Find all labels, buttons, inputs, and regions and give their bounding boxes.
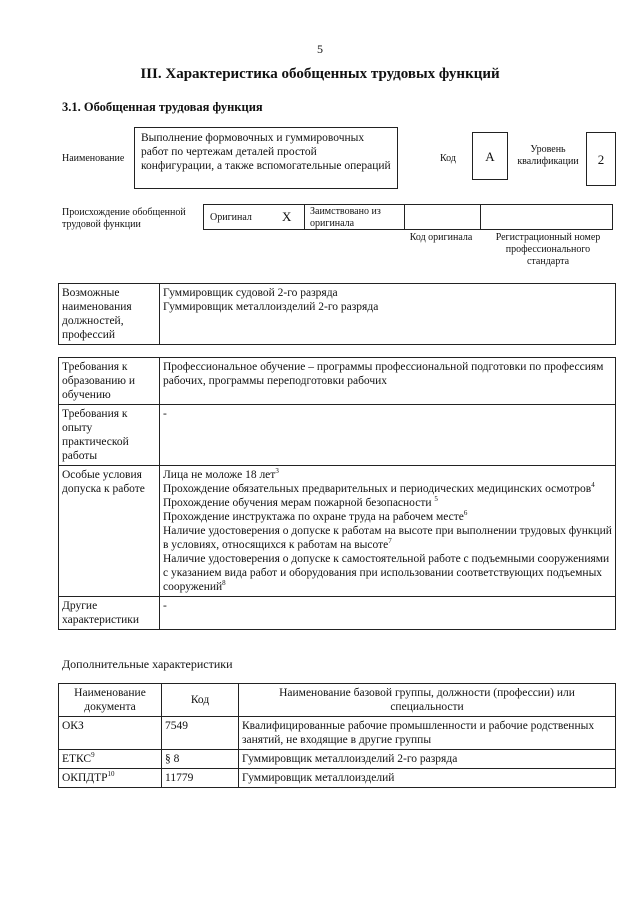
requirement-row: [59, 466, 616, 597]
additional-title: Дополнительные характеристики: [62, 657, 233, 671]
name-cell: Гуммировщик металлоизделий 2-го разряда: [239, 750, 616, 769]
requirements-table: [58, 357, 616, 630]
origin-label: Происхождение обобщенной трудовой функции: [62, 207, 186, 230]
level-value-box: [586, 132, 616, 186]
level-value: 2: [597, 152, 605, 167]
doc-cell: ЕТКС$^9$: [59, 750, 162, 769]
code-cell: § 8: [162, 750, 239, 769]
additional-table: [58, 683, 616, 788]
borrowed-label: Заимствовано из оригинала: [310, 206, 381, 229]
code-value-box: [472, 132, 508, 180]
requirement-line: Прохождение обязательных предварительных и периодических медицинских осмотров$^4$: [163, 481, 595, 495]
requirement-line: -: [163, 408, 167, 420]
requirement-label: Требования к опыту практической работы: [59, 405, 160, 466]
requirement-label: Требования к образованию и обучению: [59, 358, 160, 405]
name-cell: Гуммировщик металлоизделий: [239, 769, 616, 788]
requirement-row: [59, 597, 616, 630]
function-name-value: Выполнение формовочных и гуммировочных работ по чертежам деталей простой конфигурации, а также вспомогательные операций: [141, 132, 391, 172]
position-line: Гуммировщик судовой 2-го разряда: [163, 287, 338, 299]
original-label: Оригинал: [210, 212, 252, 223]
requirement-row: [59, 405, 616, 466]
requirement-row: [59, 358, 616, 405]
positions-label: Возможные наименования должностей, профессий: [59, 284, 160, 345]
code-cell: 11779: [162, 769, 239, 788]
requirement-line: Профессиональное обучение – программы профессиональной подготовки по профессиям рабочих, программы переподготовки рабочих: [163, 361, 604, 387]
requirement-label: Особые условия допуска к работе: [59, 466, 160, 597]
requirement-line: Прохождение инструктажа по охране труда на рабочем месте$^6$: [163, 509, 468, 523]
code-cell: 7549: [162, 717, 239, 750]
doc-cell: ОКЗ: [59, 717, 162, 750]
origin-row: [203, 204, 613, 230]
column-header: Наименование базовой группы, должности (профессии) или специальности: [239, 684, 616, 717]
level-label: Уровень квалификации: [517, 144, 579, 167]
table-row: [59, 769, 616, 788]
requirement-label: Другие характеристики: [59, 597, 160, 630]
name-label: Наименование: [62, 153, 125, 164]
requirement-line: -: [163, 600, 167, 612]
table-row: [59, 717, 616, 750]
code-original-caption: Код оригинала: [409, 232, 473, 243]
code-label: Код: [440, 153, 456, 164]
requirement-line: Наличие удостоверения о допуске к работам на высоте при выполнении трудовых функций в условиях, относящихся к работам на высоте$^7$: [163, 525, 612, 551]
requirement-line: Лица не моложе 18 лет$^3$: [163, 467, 279, 481]
position-line: Гуммировщик металлоизделий 2-го разряда: [163, 301, 379, 313]
positions-table: [58, 283, 616, 345]
requirement-line: Наличие удостоверения о допуске к самостоятельной работе с подъемными сооружениями с указанием вида работ и оборудования при использовании соответствующих подъемных сооружений$^8$: [163, 553, 610, 593]
section-title: III. Характеристика обобщенных трудовых функций: [140, 66, 500, 82]
doc-cell: ОКПДТР$^{10}$: [59, 769, 162, 788]
reg-number-caption: Регистрационный номер профессионального стандарта: [495, 232, 601, 267]
subsection-title: 3.1. Обобщенная трудовая функция: [62, 100, 263, 114]
code-value: A: [485, 149, 495, 164]
column-header: Код: [162, 684, 239, 717]
page-number: 5: [317, 42, 323, 56]
original-mark: X: [282, 209, 292, 224]
name-cell: Квалифицированные рабочие промышленности и рабочие родственных занятий, не входящие в другие группы: [239, 717, 616, 750]
requirement-line: Прохождение обучения мерам пожарной безопасности $^5$: [163, 495, 438, 509]
additional-header-row: [59, 684, 616, 717]
table-row: [59, 750, 616, 769]
function-name-box: [134, 127, 398, 189]
column-header: Наименование документа: [59, 684, 162, 717]
